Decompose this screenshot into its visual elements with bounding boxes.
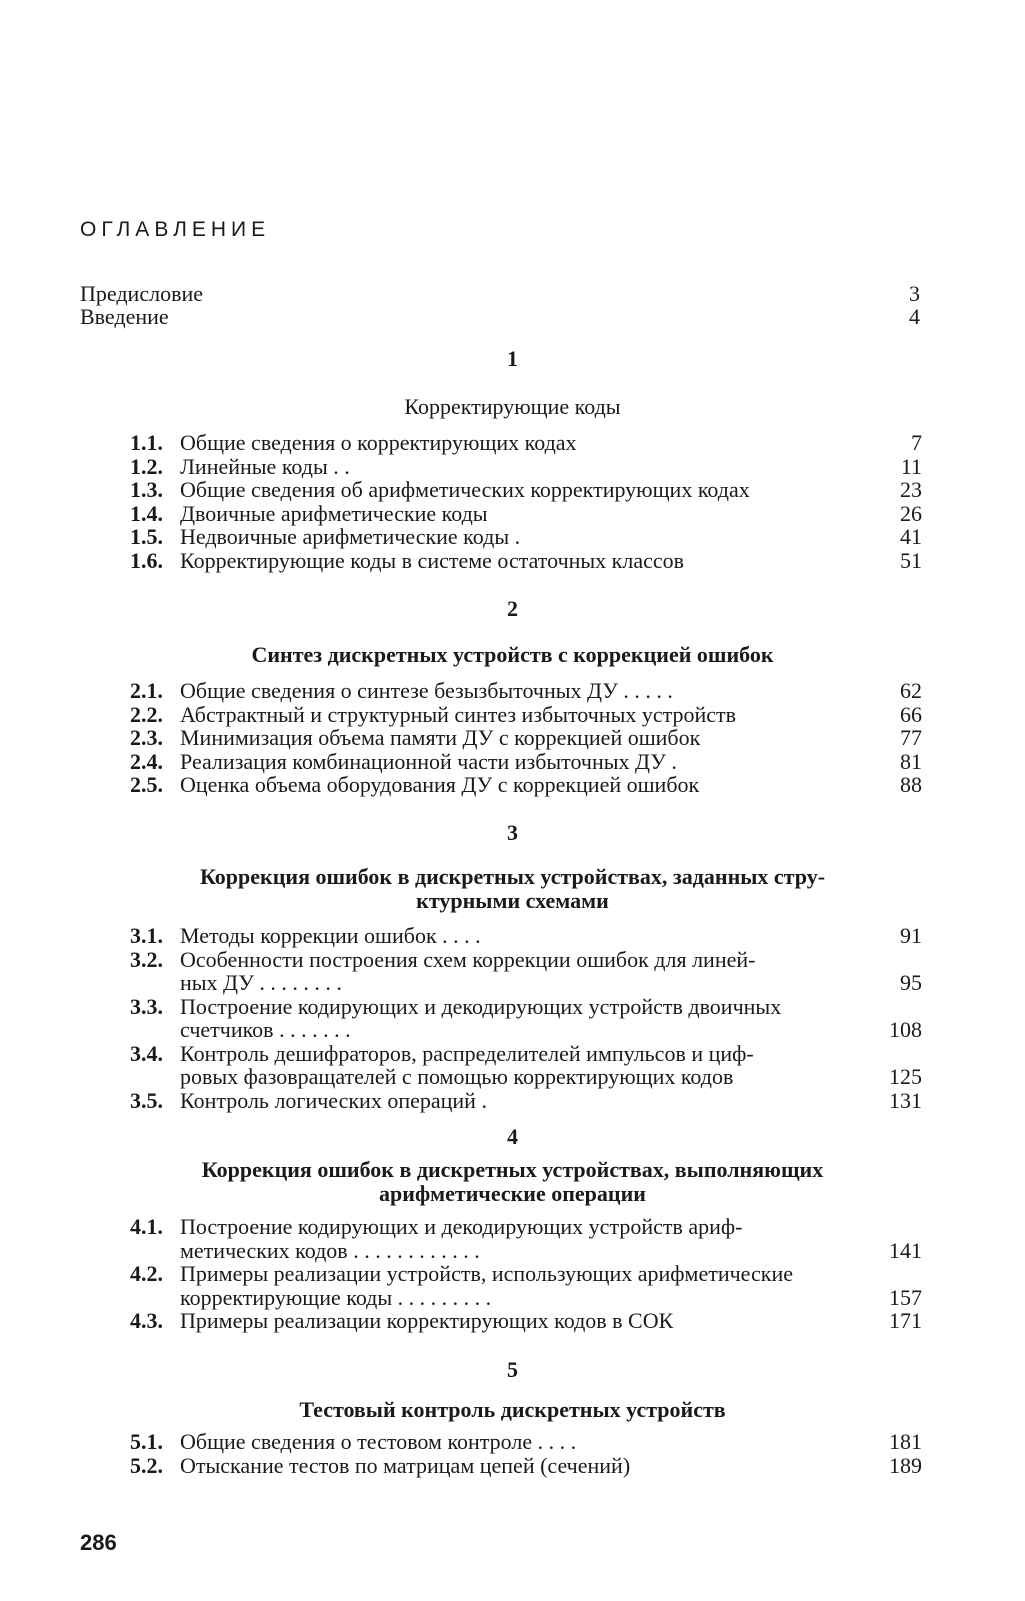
chapter-number: 5 <box>507 1357 518 1382</box>
entry-title: Предисловие <box>80 281 203 306</box>
section-title: Построение кодирующих и декодирующих устройств ариф- <box>180 1214 743 1239</box>
section-page: 51 <box>900 547 922 573</box>
section-page: 88 <box>900 772 922 797</box>
section-number: 2.5. <box>130 772 163 797</box>
section-title: Реализация комбинационной части избыточных ДУ . <box>180 748 677 774</box>
section-title-cont: корректирующие коды . . . . . . . . . <box>180 1284 492 1310</box>
section-title: Оценка объема оборудования ДУ с коррекцией ошибок <box>180 772 700 797</box>
chapter-title: Коррекция ошибок в дискретных устройствах, заданных стру- <box>199 864 826 889</box>
section-page: 41 <box>900 524 922 549</box>
section-page: 181 <box>889 1429 922 1454</box>
section-page: 125 <box>889 1064 922 1089</box>
section-number: 4.1. <box>130 1214 163 1239</box>
section-page: 11 <box>900 453 922 479</box>
section-title-cont: метических кодов . . . . . . . . . . . . <box>180 1237 480 1263</box>
section-page: 108 <box>889 1017 922 1042</box>
section-page: 91 <box>900 923 922 948</box>
section-title: Общие сведения о синтезе безызбыточных ДУ . . . . . <box>180 678 673 703</box>
section-title: Примеры реализации корректирующих кодов в СОК <box>180 1308 674 1333</box>
chapter-title: Тестовый контроль дискретных устройств <box>299 1397 726 1422</box>
section-number: 2.2. <box>130 701 163 727</box>
section-number: 3.5. <box>130 1087 163 1113</box>
chapter-title: Синтез дискретных устройств с коррекцией ошибок <box>251 642 774 667</box>
section-page: 77 <box>900 725 922 750</box>
chapter-title-cont: арифметические операции <box>379 1181 646 1206</box>
section-title: Общие сведения об арифметических корректирующих кодах <box>180 477 750 502</box>
section-title-cont: ных ДУ . . . . . . . . <box>180 970 342 995</box>
entry-page: 4 <box>909 304 920 329</box>
section-title: Общие сведения о корректирующих кодах <box>180 430 577 455</box>
section-number: 4.2. <box>130 1261 163 1286</box>
section-number: 2.1. <box>130 678 163 703</box>
section-number: 2.4. <box>130 748 163 774</box>
chapter-title: Коррекция ошибок в дискретных устройствах, выполняющих <box>201 1157 824 1182</box>
section-title: Построение кодирующих и декодирующих устройств двоичных <box>180 993 782 1019</box>
chapter-number: 2 <box>507 596 518 621</box>
section-number: 3.4. <box>130 1040 163 1066</box>
section-number: 3.2. <box>130 946 163 972</box>
section-title: Примеры реализации устройств, использующих арифметические <box>180 1261 793 1286</box>
entry-title: Введение <box>80 304 169 329</box>
section-page: 157 <box>889 1284 922 1310</box>
chapter-number: 4 <box>507 1124 518 1149</box>
section-page: 171 <box>889 1308 922 1333</box>
section-title: Методы коррекции ошибок . . . . <box>180 923 481 948</box>
entry-page: 3 <box>909 281 920 306</box>
section-number: 1.3. <box>130 477 163 502</box>
section-title: Особенности построения схем коррекции ошибок для линей- <box>180 946 756 972</box>
section-page: 23 <box>900 477 922 502</box>
section-number: 5.2. <box>130 1452 163 1478</box>
section-page: 7 <box>911 430 922 455</box>
section-page: 131 <box>889 1087 922 1113</box>
section-title: Отыскание тестов по матрицам цепей (сечений) <box>180 1452 631 1478</box>
section-title: Недвоичные арифметические коды . <box>180 524 521 549</box>
section-title: Линейные коды . . <box>180 453 350 479</box>
section-page: 141 <box>889 1237 922 1263</box>
section-number: 1.1. <box>130 430 163 455</box>
section-page: 95 <box>900 970 922 995</box>
section-number: 3.1. <box>130 923 163 948</box>
section-number: 5.1. <box>130 1429 163 1454</box>
toc-heading: ОГЛАВЛЕНИЕ <box>80 218 271 241</box>
chapter-title-cont: ктурными схемами <box>416 888 609 913</box>
section-title: Контроль дешифраторов, распределителей импульсов и циф- <box>180 1040 754 1066</box>
section-title-cont: ровых фазовращателей с помощью корректирующих кодов <box>180 1064 734 1089</box>
section-page: 66 <box>900 701 922 727</box>
section-number: 3.3. <box>130 993 163 1019</box>
section-title: Корректирующие коды в системе остаточных классов <box>180 547 685 573</box>
section-page: 189 <box>889 1452 922 1478</box>
section-page: 81 <box>900 748 922 774</box>
page-number: 286 <box>80 1530 117 1555</box>
section-title: Двоичные арифметические коды <box>180 500 488 526</box>
section-number: 1.4. <box>130 500 163 526</box>
section-page: 26 <box>900 500 922 526</box>
section-title: Минимизация объема памяти ДУ с коррекцией ошибок <box>180 725 701 750</box>
section-page: 62 <box>900 678 922 703</box>
section-number: 4.3. <box>130 1308 163 1333</box>
section-number: 1.2. <box>130 453 163 479</box>
section-number: 1.6. <box>130 547 163 573</box>
section-number: 1.5. <box>130 524 163 549</box>
section-title: Общие сведения о тестовом контроле . . . . <box>180 1429 577 1454</box>
section-number: 2.3. <box>130 725 163 750</box>
section-title: Контроль логических операций . <box>180 1087 487 1113</box>
chapter-number: 1 <box>507 346 518 371</box>
chapter-number: 3 <box>507 820 518 845</box>
section-title-cont: счетчиков . . . . . . . <box>180 1017 351 1042</box>
section-title: Абстрактный и структурный синтез избыточных устройств <box>180 701 737 727</box>
chapter-title: Корректирующие коды <box>404 394 621 419</box>
